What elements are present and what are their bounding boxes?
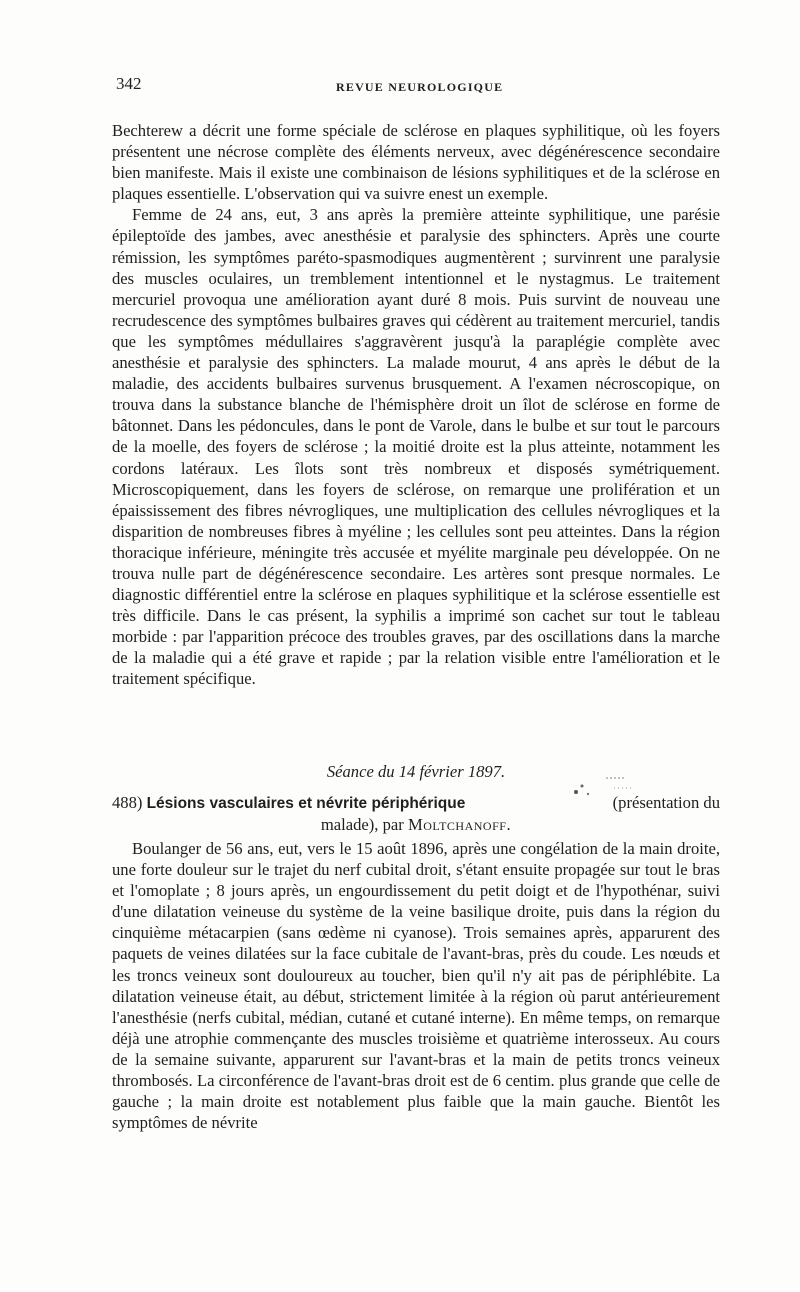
- section-sclerose: [112, 120, 720, 690]
- entry-title-line2: malade), par: [320, 815, 404, 834]
- entry-title-rest: (présentation du: [612, 793, 720, 812]
- entry-heading: [112, 792, 720, 835]
- page-header: [112, 74, 712, 100]
- running-title: REVUE NEUROLOGIQUE: [336, 80, 504, 94]
- entry-title-bold: Lésions vasculaires et névrite périphérique: [146, 795, 466, 812]
- seance-heading: Séance du 14 février 1897.: [326, 762, 506, 781]
- paragraph-boulanger: Boulanger de 56 ans, eut, vers le 15 août 1896, après une congélation de la main droite, une forte douleur sur le trajet du nerf cubital droit, s'étant ensuite propagée sur tout le bras et l'omoplate ; 8 jours après, un engourdissement du petit doigt et de l'hypothénar, suivi d'une dilatation veineuse du système de la veine basilique droite, puis dans la région du cinquième métacarpien (sans œdème ni cyanose). Trois semaines après, apparurent des paquets de veines dilatées sur la face cubitale de l'avant-bras, près du coude. Les nœuds et les troncs veineux sont douloureux au toucher, bien qu'il n'y ait pas de périphlébite. La dilatation veineuse était, au début, strictement limitée à la région où parut antérieurement l'anesthésie (nerfs cubital, médian, cutané et cutané interne). En même temps, on remarque déjà une atrophie commençante des muscles troisième et quatrième interosseux. Au cours de la semaine suivante, apparurent sur l'avant-bras et la main de petits troncs veineux thrombosés. La circonférence de l'avant-bras droit est de 6 centim. plus grande que celle de gauche ; la main droite est notablement plus faible que la main gauche. Bientôt les symptômes de névrite: [112, 839, 720, 1133]
- entry-number: 488): [112, 793, 143, 812]
- section-lesions: [112, 838, 720, 1133]
- paragraph-bechterew: Bechterew a décrit une forme spéciale de sclérose en plaques syphilitique, où les foyers présentent une nécrose complète des éléments nerveux, avec dégénérescence secondaire bien manifeste. Mais il existe une combinaison de lésions syphilitiques et de la sclérose en plaques essentielle. L'observation qui va suivre enest un exemple.: [112, 121, 720, 204]
- entry-author: Moltchanoff.: [407, 815, 512, 834]
- page-number: 342: [116, 74, 142, 93]
- paragraph-case-femme: Femme de 24 ans, eut, 3 ans après la première atteinte syphilitique, une parésie épileptoïde des jambes, avec anesthésie et paralysie des sphincters. Après une courte rémission, les symptômes paréto-spasmodiques augmentèrent ; survinrent une paralysie des muscles oculaires, un tremblement intentionnel et le nystagmus. Le traitement mercuriel provoqua une amélioration ayant duré 8 mois. Puis survint de nouveau une recrudescence des symptômes bulbaires graves qui cédèrent au traitement mercuriel, tandis que les symptômes médullaires s'aggravèrent jusqu'à la paraplégie complète avec anesthésie et paralysie des sphincters. La malade mourut, 4 ans après le début de la maladie, des accidents bulbaires survenus brusquement. A l'examen nécroscopique, on trouva dans la substance blanche de l'hémisphère droit un îlot de sclérose en forme de bâtonnet. Dans les pédoncules, dans le pont de Varole, dans le bulbe et sur tout le parcours de la moelle, des foyers de sclérose ; la moitié droite est la plus atteinte, notamment les cordons latéraux. Les îlots sont très nombreux et disposés symétriquement. Microscopiquement, dans les foyers de sclérose, on remarque une prolifération et un épaississement des fibres névrogliques, une multiplication des cellules névrogliques et la disparition de nombreuses fibres à myéline ; les cellules sont peu atteintes. Dans la région thoracique inférieure, méningite très accusée et myélite marginale peu développée. On ne trouva nulle part de dégénérescence secondaire. Les artères sont presque normales. Le diagnostic différentiel entre la sclérose en plaques syphilitique et la sclérose essentielle est très difficile. Dans le cas présent, la syphilis a imprimé son cachet sur tout le tableau morbide : par l'apparition précoce des troubles graves, par des oscillations dans la marche de la maladie qui a été grave et rapide ; par la relation visible entre l'amélioration et le traitement spécifique.: [112, 205, 720, 689]
